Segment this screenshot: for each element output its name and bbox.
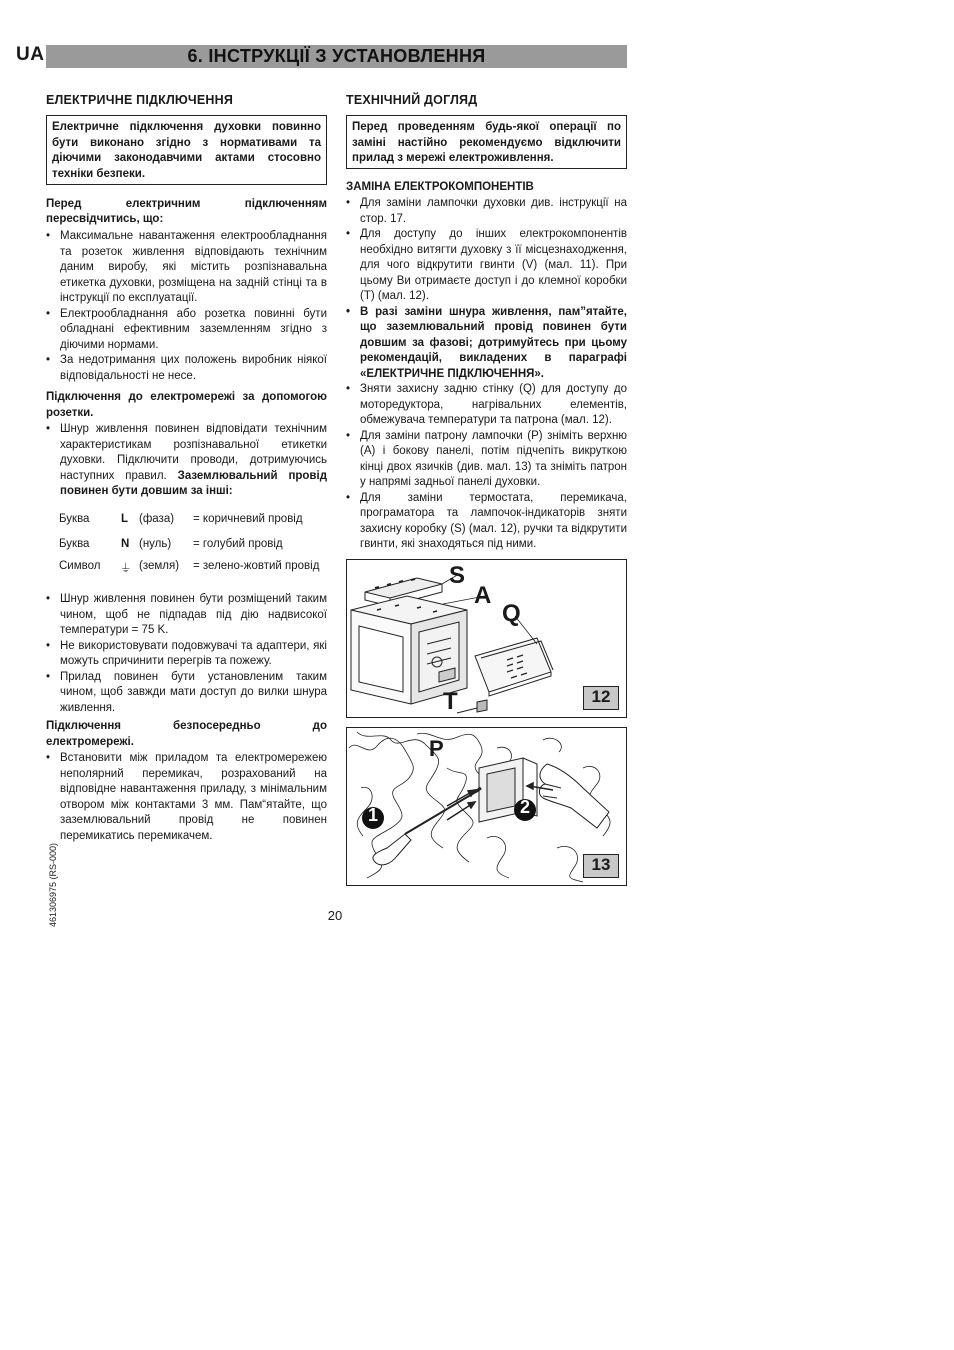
fig-label-s: S [449, 562, 466, 589]
list-item: • Для заміни термостата, перемикача, програматора та лампочок-індикаторів зняти захисну коробку (S) (мал. 12), ручки та відкрутити гвинти, які знаходяться під ними. [346, 491, 627, 553]
fig-label-a: A [474, 582, 492, 609]
page-number: 20 [327, 908, 343, 923]
plug-connection-item [46, 422, 327, 500]
legend-kind: Буква [59, 513, 90, 525]
list-item: • Зняти захисну задню стінку (Q) для доступу до моторедуктора, нагрівальних елементів, обмежувача температури та патрона (мал. 12). [346, 382, 627, 429]
cord-rules-list [46, 592, 327, 716]
before-connection-list [46, 229, 327, 384]
legend-name: (фаза) [139, 513, 175, 525]
fig-label-q: Q [502, 600, 521, 627]
figure-number-12: 12 [583, 686, 619, 710]
legend-desc: = зелено-жовтий провід [193, 560, 320, 572]
fig-label-p: P [429, 736, 444, 761]
direct-connection-heading-1: Підключення безпосередньо до [46, 720, 327, 732]
legend-kind: Символ [59, 560, 101, 572]
maintenance-notice-box: Перед проведенням будь-якої операції по заміні настійно рекомендуємо відключити прилад з мережі електроживлення. [346, 115, 627, 169]
earth-icon: ⏚ [120, 561, 132, 575]
legend-kind: Буква [59, 538, 90, 550]
legend-desc: = голубий провід [193, 538, 283, 550]
maintenance-list [346, 196, 627, 553]
legend-desc: = коричневий провід [193, 513, 303, 525]
list-item: • За недотримання цих положень виробник ніякої відповідальності не несе. [46, 353, 327, 384]
electrical-notice-box: Електричне підключення духовки повинно бути виконано згідно з нормативами та діючими законодавчими актами стосовно техніки безпеки. [46, 115, 327, 185]
fig-label-t: T [443, 688, 458, 715]
document-code: 461306975 (RS-000) [48, 842, 58, 928]
direct-connection-list [46, 751, 327, 844]
section-title-maintenance: ТЕХНІЧНИЙ ДОГЛЯД [346, 93, 478, 107]
page-title: 6. ІНСТРУКЦІЇ З УСТАНОВЛЕННЯ [187, 46, 486, 66]
list-item: • Прилад повинен бути установленим таким чином, щоб завжди мати доступ до вилки шнура живлення. [46, 670, 327, 717]
figure-number-13: 13 [583, 854, 619, 878]
legend-symbol: L [121, 513, 129, 525]
language-code: UA [16, 44, 45, 65]
section-title-electrical: ЕЛЕКТРИЧНЕ ПІДКЛЮЧЕННЯ [46, 93, 234, 107]
legend-symbol: N [121, 538, 130, 550]
direct-connection-heading-2: електромережі. [46, 736, 134, 748]
before-connection-heading-1: Перед електричним підключенням [46, 198, 327, 210]
figure-13 [346, 727, 627, 886]
before-connection-heading-2: пересвідчитись, що: [46, 213, 164, 225]
list-item: • Не використовувати подовжувачі та адаптери, які можуть спричинити перегрів та пожежу. [46, 639, 327, 670]
step-1-badge: 1 [367, 805, 378, 825]
list-item: • Встановити між приладом та електромережею неполярний перемикач, розрахований на відповідне навантаження приладу, з мінімальним отвором між контактами 3 мм. Пам“ятайте, що заземлювальний провід не повинен перемикатись перемикачем. [46, 751, 327, 844]
legend-name: (земля) [139, 560, 180, 572]
list-item: • Для заміни патрону лампочки (P) зніміть верхню (A) і бокову панелі, потім підчепіть викруткою кінці двох язичків (див. мал. 13) та зніміть патрон у напрямі задньої панелі духовки. [346, 429, 627, 491]
plug-connection-heading: Підключення до електромережі за допомогою розетки. [46, 391, 327, 419]
list-item: • Для доступу до інших електрокомпонентів необхідно витягти духовку з її місцезнаходження, для чого відкрутити гвинти (V) (мал. 11). При цьому Ви отримаєте доступ і до клемної коробки (T) (мал. 12). [346, 227, 627, 305]
component-replacement-heading: ЗАМІНА ЕЛЕКТРОКОМПОНЕНТІВ [346, 181, 534, 193]
legend-name: (нуль) [139, 538, 172, 550]
plug-text-bold: Заземлювальний провід повинен бути довшим за інші: [60, 469, 327, 497]
step-2-badge: 2 [519, 797, 530, 817]
plug-text: Шнур живлення повинен відповідати технічним характеристикам розпізнавальної етикетки духовки. Підключити проводи, дотримуючись наступних правил. [60, 423, 327, 482]
list-item-warning: • В разі заміни шнура живлення, пам”ятайте, що заземлювальний провід повинен бути довшим за фазові; дотримуйтесь при цьому рекомендацій, викладених в параграфі «ЕЛЕКТРИЧНЕ ПІДКЛЮЧЕННЯ». [346, 305, 627, 383]
list-item: • Електрообладнання або розетка повинні бути обладнані ефективним заземленням згідно з діючими нормами. [46, 307, 327, 354]
list-item: • Шнур живлення повинен бути розміщений таким чином, щоб не підпадав під дію надвисокої температури = 75 K. [46, 592, 327, 639]
figure-12 [346, 559, 627, 718]
list-item: • Для заміни лампочки духовки див. інструкції на стор. 17. [346, 196, 627, 227]
list-item: • Максимальне навантаження електрообладнання та розеток живлення відповідають технічним даним виробу, які містить розпізнавальна етикетка духовки, розміщена на задній стінці та в інструкції по експлуатації. [46, 229, 327, 307]
